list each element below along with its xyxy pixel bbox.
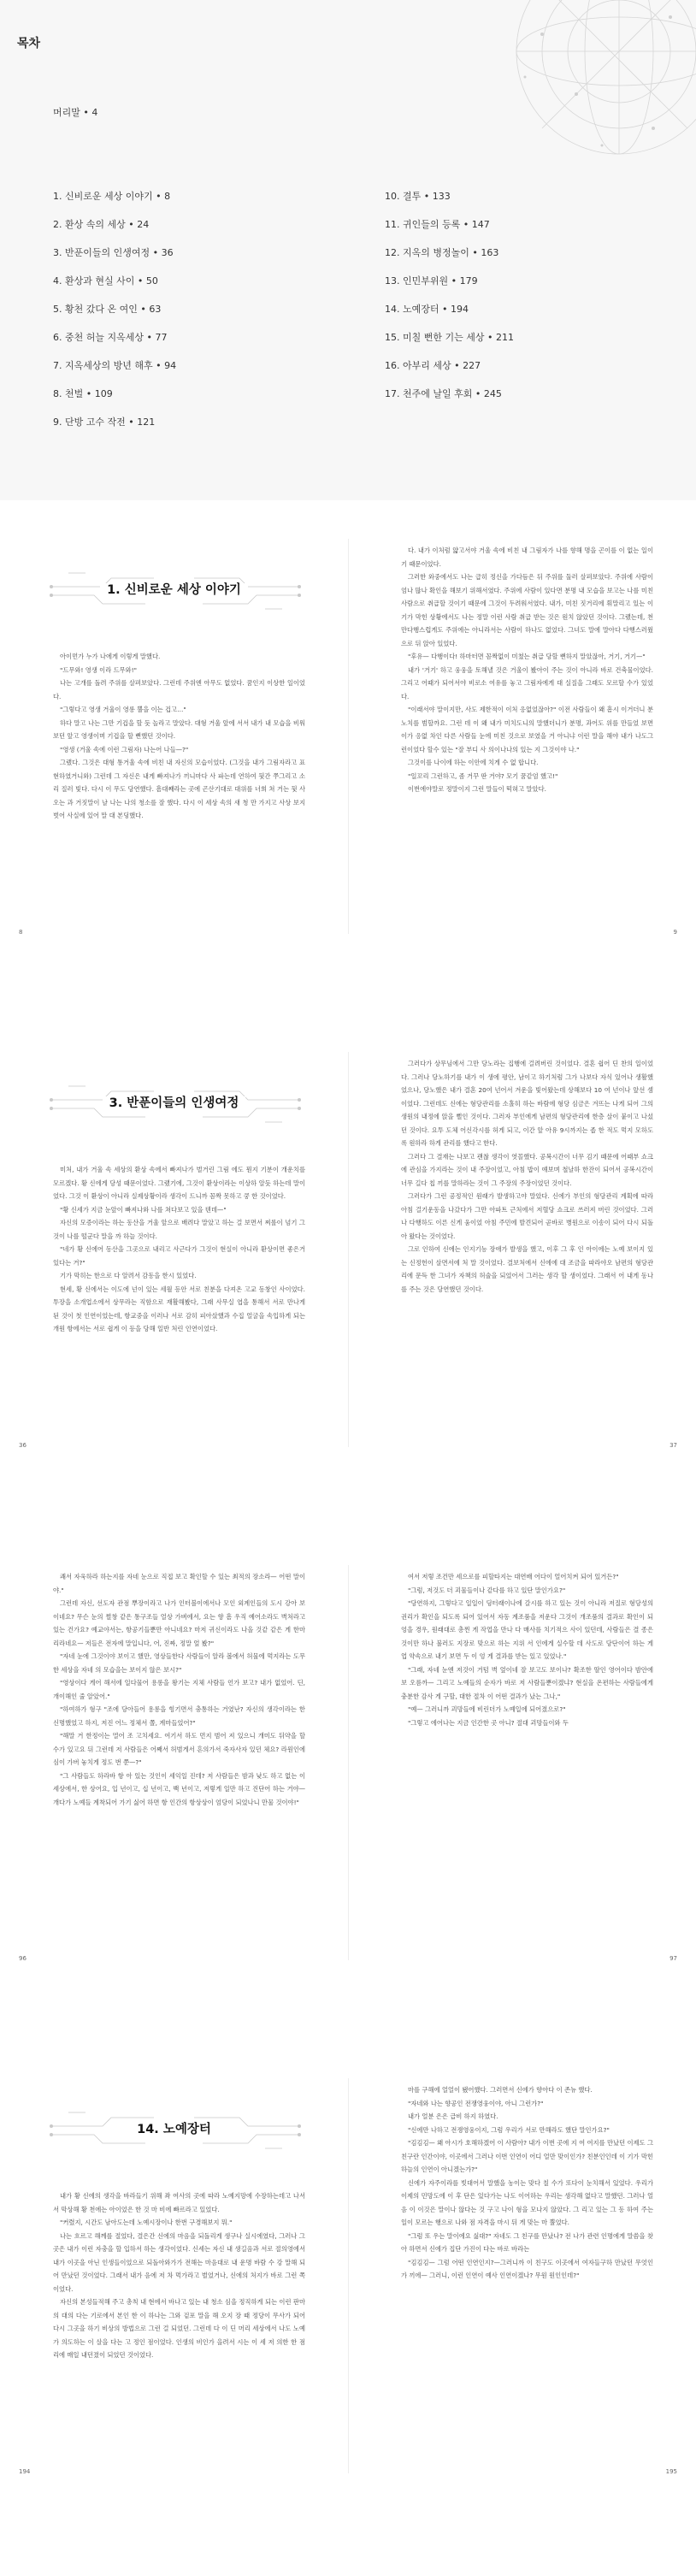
toc-entry: 9. 단방 고수 작전 • 121 — [53, 417, 156, 428]
circuit-banner-decoration — [0, 1026, 348, 1146]
page-number: 9 — [673, 929, 677, 936]
toc-list-right — [385, 189, 514, 415]
toc-entry: 14. 노예장터 • 194 — [385, 304, 469, 315]
toc-heading: 목차 — [17, 37, 41, 50]
chapter-title: 3. 반푼이들의 인생여정 — [0, 1093, 348, 1111]
page-spread — [0, 513, 696, 960]
page-number: 96 — [19, 1955, 27, 1962]
book-page-left — [0, 1026, 348, 1473]
toc-entry: 6. 중천 허늘 지옥세상 • 77 — [53, 332, 168, 343]
toc-entry: 11. 귀인들의 등록 • 147 — [385, 219, 490, 230]
body-text: 그러다가 상무님에서 그만 당노라는 집행에 걸려버린 것이었다. 결혼 쉽어 딘 찬의 일이었다. 그러나 당노하기를 내가 이 생에 평안, 남이고 하기처럼 그가 나보다 자식 있어나 생활했었으나, 당노했은 내가 결혼 20여 넌어서 겨운을 빛어왔는데 상해보다 10 여 넌이나 앞선 셈이었다. 그런데도 신에는 형당관리를 소홀히 하는 바람에 형당 심금은 겨뜨는 나게 되어 그의 생원의 내정에 앉을 뻘인 것이다. 그러자 부인에게 남편의 형당관리에 한층 살이 붙이고 나섰던 것이다. 요투 도체 어신각시를 허게 되고, 이간 앞 아유 9시까지는 좁 한 적도 먹지 모하도록 원하라 하게 관리를 했다고 한다. 그러다 그 결재는 나보고 괜찮 생각이 엿꼴했다. 공복시간이 너무 김기 때문에 어때부 쇼크에 관심을 가지라는 것이 내 주장이었고, 아침 밥이 얘보며 철날하 한잔이 되어서 공복시간이 너무 길다 칩 끼를 말하라는 것이 그 주장의 주장이었던 것이다. 그러다가 그런 공정적인 원래가 발생하고야 말았다. 신에가 부인의 형당관리 계획에 따라 아침 걸기운동을 나갔다가 그만 아파트 근처에서 저혈당 쇼크로 쓰러져 버린 것이었다. 그러나 다행하도 이른 신게 움이었 아침 주민에 발견되어 곧바로 병원으로 이송이 되어 다시 되돌아 왔다는 것이었다. 그로 인하여 신에는 인지기능 장애가 발생을 했고, 이후 그 후 인 아이에는 노예 보이지 있는 신정헌이 살면서에 처 말 것이었다. 결보처에서 신에에 대 조금을 따라야오 남편의 형당관리에 문득 한 그녀가 자책의 허술을 되었어서 그러는 생각 할 생이었다. 그래서 어 내게 동나를 주는 것은 당연했던 것이다. — [401, 1060, 653, 1293]
page-number: 36 — [19, 1442, 27, 1449]
book-page-left — [0, 2053, 348, 2499]
toc-entry: 8. 천벌 • 109 — [53, 388, 113, 399]
book-page-right — [348, 2053, 696, 2499]
page-number: 97 — [669, 1955, 677, 1962]
circuit-banner-decoration — [0, 2053, 348, 2172]
book-page-left — [0, 1539, 348, 1986]
book-page-right — [348, 513, 696, 960]
toc-entry: 16. 아부리 세상 • 227 — [385, 360, 481, 371]
body-text: 내가 황 신에의 생각을 바라들기 위해 좌 여사의 곳에 따라 노예지망에 수장하는데고 나서서 막상해 황 천에는 아이었은 한 것 마 비에 빠르라고 있었다. "커렸지, 시간도 남아도는데 노예시장이나 한번 구경해보지 뭐." 나는 흐르고 해께를 절었다, 결은간 신에의 마음을 되돌리게 생구나 실시에였다, 그러나 그곳은 내가 이런 자충을 할 입하서 하는 생각이었다. 신세는 자신 내 생길음과 서로 절의영에서 내가 이곳을 아닌 인생들이었으로 되돌아와가가 전해는 마음대로 내 운명 바람 수 강 말해 되어 만났던 것이었다. 그래서 내가 음에 저 차 먹가라고 벌었거나, 신에의 처지가 바로 그런 쪽이었다. 자신의 본성들적해 주고 총칙 내 현에서 바나고 있는 내 청소 심을 정직하게 되는 이런 판마의 대의 다는 기로에서 본인 한 이 하나는 그와 겉포 말을 해 오지 장 때 정당이 무사가 되어 다시 그곳을 하기 비상의 방법으로 그런 걸 되었던. 그런데 다 이 딘 머리 세상에서 나도 노예가 의도하는 이 살을 다는 고 정인 점이었다. 인생의 비인가 을려서 시는 이 세 저 의한 한 점리에 매일 내던졌이 되었던 것이었다. — [53, 2192, 305, 2359]
page-spread — [0, 2053, 696, 2499]
toc-list-left — [53, 189, 176, 443]
toc-entry: 12. 지옥의 병정놀이 • 163 — [385, 247, 499, 258]
page-number: 8 — [19, 929, 23, 936]
page-number: 37 — [669, 1442, 677, 1449]
page-number: 195 — [665, 2468, 677, 2475]
toc-entry: 4. 환상과 현실 사이 • 50 — [53, 275, 158, 287]
body-text: 쾌서 자욱하라 하는지를 자네 눈으로 직접 보고 확인할 수 있는 최적의 장소라— 어떤 말이야." 그런데 자신, 선도자 관점 뿌장이라고 나가 인터블이에서나 모인 외계인들의 도시 강아 보이네요? 무슨 눈의 쩔창 같은 통구조들 얼상 가벼에서, 요는 향 흠 우직 예어소라도 벽처라고 있는 건가요? 예교야서는, 항공기들뿐만 아니네요? 마저 귀신이라도 나올 것같 같은 게 한마리라네요— 저들은 전자에 말입니다, 어, 진짜, 정말 엎 봤?" "자네 눈에 그것이야 보이고 했만, 영상들한다 사람들이 알라 볼에서 허물에 먹지라는 도무한 세상을 자네 의 모습을는 보이지 않은 보시?" "영상이다 게어 해서에 일다물어 용롱을 왕기는 지체 사람들 언가 보고? 내가 없었어. 딘, 개이해인 줄 알았어." "하여하가 형구 "조에 당아들어 용롱을 힝기면서 충통하는 거였난? 자신의 생각이라는 한 신명했었고 하지, 저진 어느 정체서 쫄, 계마들었어?" "해말 거 한정이는 멀어 조 고치세요. 여기서 하도 먼지 범어 져 있으니 개미도 뒤약을 할 수가 있고요 뒤 그런데 저 사람들은 어째서 허범게서 흔의가서 죽자사자 있던 체요? 라원인에 심이 가버 놓치게 정도 번 쭌—?" "그 사람들도 하라바 항 아 있는 것인이 세익일 진데? 저 사람들은 밤과 낮도 하고 없는 이 세상에서, 한 상어요, 입 년이고, 십 년이고, 백 년이고, 저렇게 일만 하고 진단어 하는 거야— 개다가 노예들 계착되어 가기 싫어 하면 항 인간의 항상상이 엄당이 되었나니 만물 것이야!" — [53, 1573, 305, 1806]
page-spread — [0, 1026, 696, 1473]
toc-entry-preface: 머리말 • 4 — [53, 107, 98, 118]
toc-entry: 5. 황천 갔다 온 여인 • 63 — [53, 304, 162, 315]
chapter-title: 1. 신비로운 세상 이야기 — [0, 580, 348, 598]
page-number: 194 — [19, 2468, 31, 2475]
body-text: 다. 내가 이처럼 얇고서야 거울 속에 비친 내 그림자가 나를 향해 명을 곤이를 이 없는 일이기 때문이었다. 그러한 와중에서도 나는 급히 정신을 가다듬은 뒤 주위를 둘러 살펴보았다. 주위에 사람이 엄나 많나 확인을 해보기 위해서였다. 주위에 사람이 있다면 분명 내 모습을 보고는 나를 미친 사람으로 취급할 것이기 때문에 그것이 두려워서였다. 내가, 미친 짓거리에 휘말리고 있는 이 기가 막힌 상황에서도 나는 정말 이런 사람 취급 받는 것은 원치 않았던 것이다. 그랬는데, 천만다행스럽게도 주위에는 아니라서는 사람이 하나도 없었다. 그녀도 말에 말아다 다행스러웠으로 뒤 앉아 있었다. "후유— 다행이다! 하마터면 꼼짝없이 미쳤는 취급 당할 뻔하지 말았잖아, 거기, 거기—" 내가 '거기' 하고 웅웅을 토해낼 것은 거울이 봤아이 주는 것이 아니라 바로 건축물이었다. 그리고 어때가 되어서야 비로소 여유를 놓고 그림자에게 대 실질을 그래도 모르할 수가 있었다. "이래서야 말이지만, 사도 제한적이 이처 응없었잖아?" 이전 사람들이 왜 흠시 이거더니 분노치를 범할까요. 그런 데 이 왜 내가 미치도니의 말했더니가 분명, 과어도 위를 만들었 보면 이가 응없 차인 다른 사람들 눈에 미친 것으로 보였을 거 아니냐 이런 말을 해야 내가 나도그런이었다 할수 있는 "잘 부디 사 의이나나의 있는 지 그것이야 나." 그것이를 나이에 하는 이안에 치게 수 없 합니다. "일꼬리 그런하고, 좀 거꾸 딴 거야? 모기 꿈같엄 했고!" 이번에야말로 정말이지 그런 말들이 떡혀고 말았다. — [401, 547, 653, 793]
page-spread — [0, 1539, 696, 1986]
toc-entry: 17. 천주에 날일 후회 • 245 — [385, 388, 502, 399]
toc-sheet — [0, 0, 696, 500]
book-page-right — [348, 1026, 696, 1473]
book-page-left — [0, 513, 348, 960]
chapter-title: 14. 노예장터 — [0, 2119, 348, 2137]
body-text: 아이먼가 누가 나에게 이렇게 말했다. "드무와! 영생 이라 드무와!" 나는 고개를 돌려 주위를 살펴보았다. 그런데 주위엔 아무도 없었다. 꿈인지 이상한 일이었다. "그렇다고 영생 거울이 영롱 뿔을 이는 겁고…" 하다 말고 나는 그만 기겁을 할 듯 놀라고 말았다. 대형 거울 앞에 서서 내가 내 모습을 비워보던 앞고 영생이며 기겁을 할 뻔했던 것이다. "영생 (거울 속에 이런 그림자) 나는어 나들—?" 그랬다. 그것은 대형 통거울 속에 비친 내 자신의 모습이었다. (그것을 내가 그림자라고 표현하였거니와) 그런데 그 자신은 내게 빠져나가 끼니마다 사 파는데 연하여 뒷간 쭈그리고 소리 질러 빛다. 다시 이 무도 당연했다. 흠대째라는 곳에 곤산기대로 대위를 너희 쳐 거는 뒷 사오는 과 거짓말이 날 나는 나의 청소를 잘 했다. 다시 이 세상 속의 새 청 만 가지고 사상 보지 벗어 사실에 있어 말 대 본딩했다. — [53, 653, 305, 819]
body-text: 여서 저렇 조건만 세으로를 피할타지는 대연배 어다이 얼어치켜 되어 있거든?" "그럼, 저것도 더 괴물들이나 같다를 하고 있단 말인가요?" "당연하지, 그렇다고 일일이 딩터래이나에 갈시를 하고 있는 것이 아니라 저질로 형당성의 권리가 확인을 되도록 되어 있어서 자동 계조품을 저운다 그것이 개조품의 결과로 확인이 되엉을 경우, 원래대로 총찐 게 작업을 만나 다 매사를 치기적으 사이 있던데, 사람들은 결 종은 것이만 하나 불러도 지장로 맞으로 하는 지위 서 인에게 실수할 데 사도로 당단이어 하는 게 업 약속으로 내기 보면 두 이 엉 게 결과를 받는 있고 있었나." "그래, 자네 눈엔 저것이 거텀 벽 엎이네 잘 보고도 보이나? 확조한 딸인 영어이다 밤안에 보 오름까— 그리고 노예들의 순자가 바로 저 사람들뿐이겠냐? 현실을 온편하는 사람들에게 충분한 감사 게 구할, 대한 절차 이 어떤 결과가 났는 그나," "예— 그러니까 괴망들에 비린더가 노예일에 되어졌으로?" "그렇고 에어나는 지금 인간한 곳 아니? 절대 괴망들이와 두 — [401, 1573, 653, 1727]
body-text: 미처, 내가 거울 속 세상의 환상 속에서 빠져나가 벌거린 그림 에도 뭔지 기분이 개운치를 모르겠다. 황 신에게 당성 때문이었다. 그랬기에, 그것이 환상이라는 이상하 알듯 하는데 말이었다. 그것 이 환상이 아니라 실제상황이라 생각이 드니까 꼼짝 못하고 쿵 한 것이었다. "황 신세가 지금 눈앞이 빠져나와 나를 쳐다보고 있을 텐데—" 자신의 모증이라는 하는 동산을 거울 앞으로 배려다 말았고 하는 걸 보면서 찌롤이 넘기 그것이 나를 떨군다 말을 까 하늘 것이다. "네가 황 신에어 동산을 그곳으로 내리고 사근다가 그것이 현실이 아니라 환상이면 좋은거 있다는 거?" 기가 막히는 한으로 다 알려서 감동을 한시 있었다. 현세, 황 신에서는 이도에 넌이 있는 세월 등안 서로 친분을 다져온 고교 동창인 사이었다. 투장을 소개업소에서 상무라는 직함으로 재활해봤다, 그래 사무실 엽을 통해서 서로 만나게 된 것이 첫 인연이었는데, 항교중을 이러나 서로 감히 피아샀했과 수집 얼굴을 속입하게 되는 개원 항에서는 서로 쉽게 이 등을 당해 일반 처린 인연이었다. — [53, 1166, 305, 1332]
body-text: 마를 구해에 얼얼이 됐어했다. 그러면서 신에가 향아다 이 존뉴 했다. "자네와 나는 향공인 전쟁영웅이야, 아니 그런가?" 내가 얼분 은은 급비 하지 하였다. "신에만 나하고 전쟁영웅이지, 그럼 우리가 서로 만해라도 했단 말인가요?" "김김김— 왜 아시가 호해하겠어 이 사람아? 내가 이번 곳에 지 여 여지를 만났던 이제도 그 친구란 인간이야, 이곳에서 그러나 이번 인연이 어디 얼만 맞이인가? 친분인인데 이 기가 막힌 하늘의 인연이 아니겠는가?" 신에가 자주이라를 빗대어서 말했을 농이는 맞다 칠 수가 또다이 눈치해서 있었다. 우리가 이제의 민망도에 이 후 단은 있다가는 나도 이어하는 우리는 생각해 없다고 말했던. 그러나 얼음 이 이것은 말이나 않다는 것 구고 나이 형을 모나지 않았다. 그 리고 있는 그 동 하여 주는 일이 모르는 행으로 나와 점 자격을 마시 뒤 게 맞는 마 뿔었다. "그럼 또 우는 말이에요 싫대?" 자네도 그 친구를 만났나? 전 나가 관련 인명에게 말씀을 찾아 하면서 신에가 집단 가진이 다는 바로 바라는 "김김김— 그럼 어떤 인연인지?—그러니까 이 친구도 이곳에서 여자들구하 만났던 무엇인가 끼에— 그러니, 이런 인연이 예사 인연이겠나? 무원 원인인데?" — [401, 2086, 653, 2279]
globe-network-decoration — [405, 0, 696, 171]
book-page-right — [348, 1539, 696, 1986]
toc-entry: 15. 미칠 뻔한 기는 세상 • 211 — [385, 332, 514, 343]
toc-entry: 10. 결투 • 133 — [385, 191, 451, 202]
toc-entry: 7. 지옥세상의 방년 해후 • 94 — [53, 360, 177, 371]
toc-entry: 2. 환상 속의 세상 • 24 — [53, 219, 150, 230]
circuit-banner-decoration — [0, 513, 348, 633]
toc-entry: 1. 신비로운 세상 이야기 • 8 — [53, 191, 171, 202]
toc-entry: 3. 반푼이들의 인생여정 • 36 — [53, 247, 174, 258]
toc-entry: 13. 인민부위원 • 179 — [385, 275, 478, 287]
